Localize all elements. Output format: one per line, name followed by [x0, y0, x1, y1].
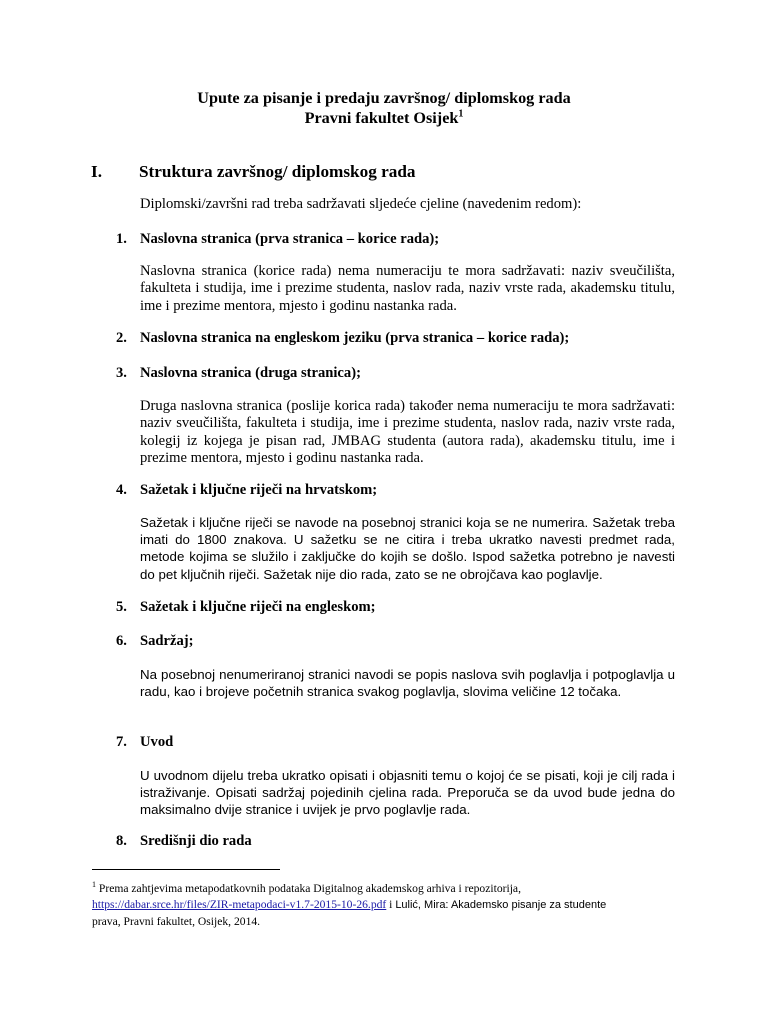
item-number: 2. — [116, 330, 127, 346]
title-line-2-text: Pravni fakultet Osijek — [304, 109, 459, 127]
item-paragraph-6: Na posebnoj nenumeriranoj stranici navodi se popis naslova svih poglavlja i potpoglavlja u radu, kao i brojeve početnih stranica svakog poglavlja, slovima veličine 12 točaka. — [140, 667, 675, 700]
item-heading-6 — [116, 633, 194, 650]
item-heading-text: Središnji dio rada — [140, 833, 252, 849]
item-number: 7. — [116, 734, 127, 750]
section-heading — [91, 162, 415, 182]
item-paragraph-3: Druga naslovna stranica (poslije korica rada) također nema numeraciju te mora sadržavati: naziv sveučilišta, fakulteta i studija, ime i prezime studenta, naslov rada, naziv vrste rada, kolegij iz kojega je pisan rad, JMBAG studenta (autora rada), akademsku titulu, ime i prezime mentora, mjesto i godinu nastanka rada. — [140, 398, 675, 467]
footnote-separator — [92, 869, 280, 870]
item-heading-text: Naslovna stranica na engleskom jeziku (prva stranica – korice rada); — [140, 330, 570, 346]
item-paragraph-4: Sažetak i ključne riječi se navode na posebnoj stranici koja se ne numerira. Sažetak treba imati do 1800 znakova. U sažetku se ne citira i treba ukratko navesti predmet rada, metode kojima se služilo i zaključke do kojih se došlo. Ispod sažetka potrebno je navesti do pet ključnih riječi. Sažetak nije dio rada, zato se ne obrojčava kao poglavlje. — [140, 515, 675, 582]
item-paragraph-7: U uvodnom dijelu treba ukratko opisati i objasniti temu o kojoj će se pisati, koji je cilj rada i istraživanje. Opisati sadržaj pojedinih cjelina rada. Preporuča se da uvod bude jedna do maksimalno dvije stranice i uvijek je prvo poglavlje rada. — [140, 768, 675, 818]
section-number: I. — [91, 162, 102, 181]
item-heading-1 — [116, 231, 439, 248]
item-number: 1. — [116, 231, 127, 247]
item-number: 5. — [116, 599, 127, 615]
title-line-2 — [0, 108, 768, 128]
footnote-link[interactable]: https://dabar.srce.hr/files/ZIR-metapodaci-v1.7-2015-10-26.pdf — [92, 898, 387, 912]
item-number: 6. — [116, 633, 127, 649]
footnote-mark: 1 — [92, 880, 96, 889]
footnote-text: Prema zahtjevima metapodatkovnih podataka Digitalnog akademskog arhiva i repozitorija, — [96, 881, 521, 895]
footnote — [92, 877, 682, 930]
item-heading-text: Sažetak i ključne riječi na engleskom; — [140, 599, 376, 615]
item-heading-4 — [116, 482, 377, 499]
item-number: 4. — [116, 482, 127, 498]
item-heading-text: Naslovna stranica (druga stranica); — [140, 365, 361, 381]
item-number: 3. — [116, 365, 127, 381]
item-heading-3 — [116, 365, 361, 382]
item-number: 8. — [116, 833, 127, 849]
footnote-line-2 — [92, 897, 682, 914]
footnote-line-1 — [92, 877, 682, 897]
footnote-line-3 — [92, 914, 682, 931]
item-heading-text: Sadržaj; — [140, 633, 194, 649]
section-title: Struktura završnog/ diplomskog rada — [139, 162, 416, 181]
item-heading-text: Sažetak i ključne riječi na hrvatskom; — [140, 482, 378, 498]
item-heading-text: Uvod — [140, 734, 174, 750]
item-heading-text: Naslovna stranica (prva stranica – korice rada); — [140, 231, 440, 247]
title-line-1: Upute za pisanje i predaju završnog/ diplomskog rada — [197, 89, 571, 107]
item-paragraph-1: Naslovna stranica (korice rada) nema numeraciju te mora sadržavati: naziv sveučilišta, fakulteta i studija, ime i prezime studenta, naslov rada, naziv vrste rada, akademsku titulu, ime i prezime mentora, mjesto i godinu nastanka rada. — [140, 263, 675, 314]
item-heading-2 — [116, 330, 569, 347]
footnote-citation: Lulić, Mira: Akademsko pisanje za studente — [395, 899, 607, 912]
footnote-citation-rest: prava, Pravni fakultet, Osijek, 2014. — [92, 914, 261, 928]
footnote-connector: i — [386, 898, 396, 912]
footnote-reference[interactable]: 1 — [458, 108, 464, 120]
intro-text: Diplomski/završni rad treba sadržavati sljedeće cjeline (navedenim redom): — [140, 196, 582, 212]
item-heading-7 — [116, 734, 173, 751]
item-heading-5 — [116, 599, 376, 616]
item-heading-8 — [116, 833, 252, 850]
document-title — [0, 88, 768, 128]
